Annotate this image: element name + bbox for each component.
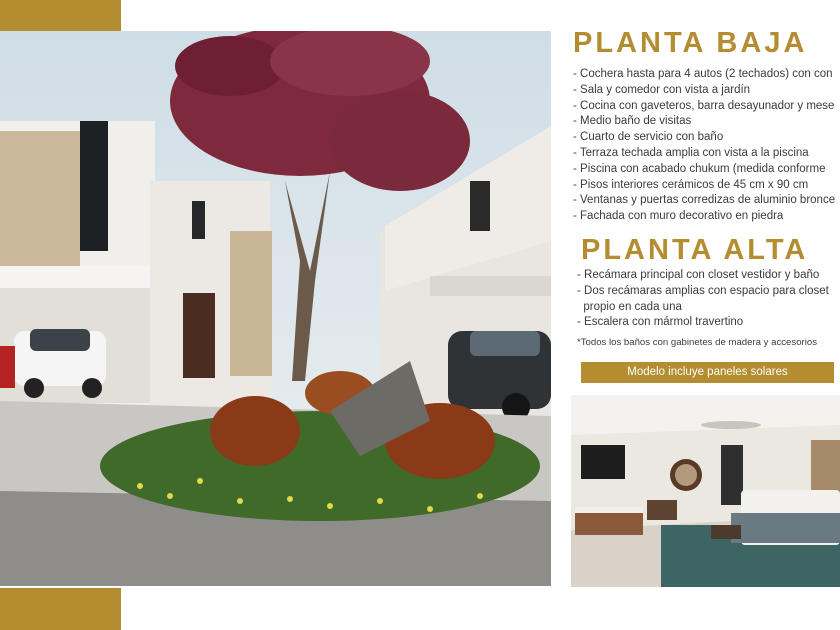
- bathroom-note: *Todos los baños con gabinetes de madera y accesorios: [577, 337, 817, 348]
- list-item: - Recámara principal con closet vestidor y baño: [577, 269, 820, 281]
- gold-accent-bar-bottom: [0, 588, 121, 630]
- planta-alta-feature-list: [577, 268, 840, 331]
- list-item: - Pisos interiores cerámicos de 45 cm x 90 cm: [573, 178, 809, 191]
- list-item: propio en cada una: [577, 300, 682, 313]
- list-item: - Ventanas y puertas corredizas de aluminio bronce: [573, 194, 836, 207]
- list-item: - Terraza techada amplia con vista a la piscina: [573, 146, 809, 159]
- gold-accent-bar-top: [0, 0, 121, 31]
- list-item: - Escalera con mármol travertino: [577, 316, 744, 329]
- list-item: - Cochera hasta para 4 autos (2 techados) con con: [573, 68, 833, 80]
- planta-baja-feature-list: [573, 67, 840, 225]
- bedroom-interior-image: [571, 395, 840, 587]
- planta-baja-heading: PLANTA BAJA: [573, 27, 808, 59]
- house-exterior-image: [0, 31, 551, 586]
- planta-alta-heading: PLANTA ALTA: [581, 234, 809, 266]
- list-item: - Medio baño de visitas: [573, 115, 692, 128]
- list-item: - Dos recámaras amplias con espacio para closet: [577, 284, 829, 297]
- list-item: - Cuarto de servicio con baño: [573, 131, 724, 144]
- list-item: - Piscina con acabado chukum (medida conforme: [573, 162, 826, 175]
- list-item: - Cocina con gaveteros, barra desayunador y mese: [573, 99, 835, 112]
- solar-panels-banner: Modelo incluye paneles solares: [581, 362, 834, 383]
- list-item: - Fachada con muro decorativo en piedra: [573, 210, 784, 223]
- list-item: - Sala y comedor con vista a jardín: [573, 83, 751, 96]
